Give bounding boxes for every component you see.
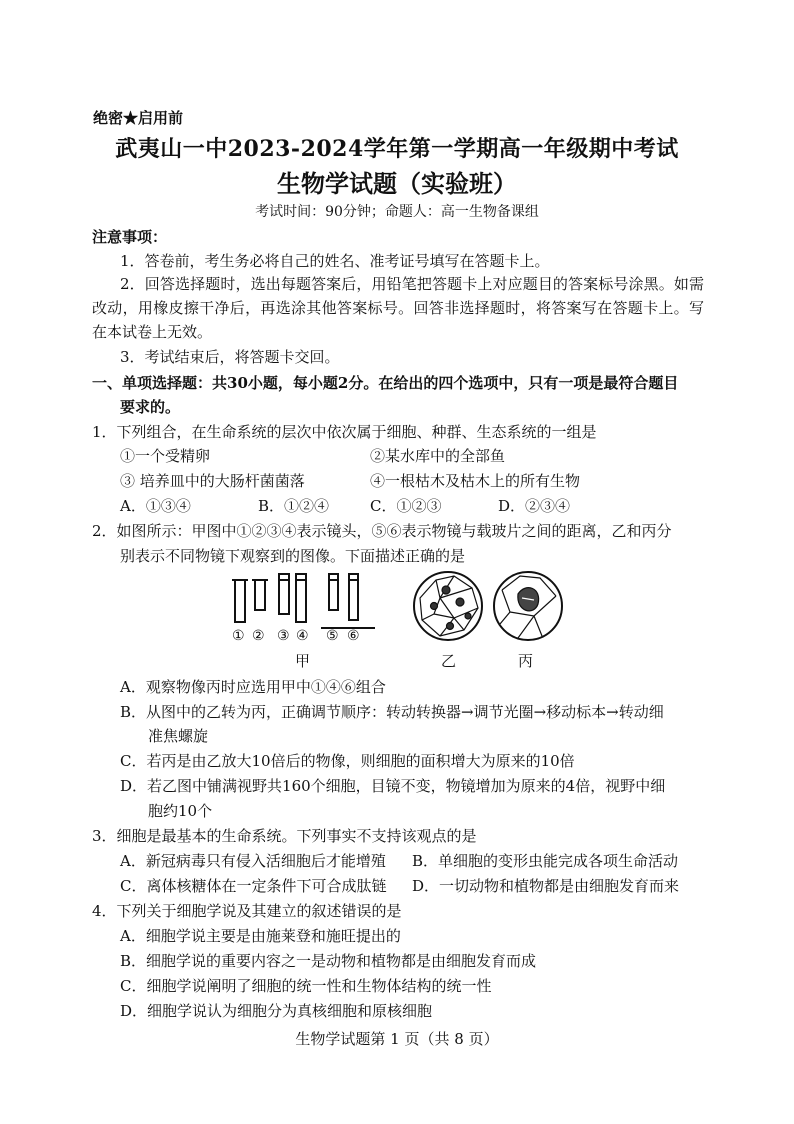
q2-stem: 2．如图所示：甲图中①②③④表示镜头，⑤⑥表示物镜与载玻片之间的距离，乙和丙分 <box>92 522 672 540</box>
figure-label-jia: 甲 <box>295 652 311 670</box>
q4-option-c: C．细胞学说阐明了细胞的统一性和生物体结构的统一性 <box>120 977 492 995</box>
q4-stem: 4．下列关于细胞学说及其建立的叙述错误的是 <box>92 902 402 920</box>
subject-title: 生物学试题（实验班） <box>277 169 517 198</box>
q4-option-b: B．细胞学说的重要内容之一是动物和植物都是由细胞发育而成 <box>120 952 537 970</box>
lens-label: ② <box>252 628 265 644</box>
notice-item-2: 2．回答选择题时，选出每题答案后，用铅笔把答题卡上对应题目的答案标号涂黑。如需改动，用橡皮擦干净后，再选涂其他答案标号。回答非选择题时，将答案写在答题卡上。写在本试卷上无效。 <box>92 275 704 341</box>
exam-meta: 考试时间：90分钟；命题人：高一生物备课组 <box>255 204 539 220</box>
lens-label: ③ <box>277 628 290 644</box>
microscope-views <box>410 568 570 644</box>
lens-label: ① <box>232 628 245 644</box>
eyepiece-lens-2 <box>255 580 265 610</box>
lens-label: ④ <box>296 628 309 644</box>
q3-option-d: D．一切动物和植物都是由细胞发育而来 <box>412 877 680 895</box>
q3-option-c: C．离体核糖体在一定条件下可合成肽链 <box>120 877 387 895</box>
q4-option-d: D．细胞学说认为细胞分为真核细胞和原核细胞 <box>120 1002 433 1020</box>
q1-option-c: C．①②③ <box>370 497 442 515</box>
q1-option-b: B．①②④ <box>258 497 330 515</box>
q3-option-b: B．单细胞的变形虫能完成各项生命活动 <box>412 852 679 870</box>
objective-lens-3 <box>279 580 289 614</box>
figure-label-bing: 丙 <box>518 652 534 670</box>
school-title: 武夷山一中2023-2024学年第一学期高一年级期中考试 <box>115 136 679 162</box>
q1-stem: 1．下列组合，在生命系统的层次中依次属于细胞、种群、生态系统的一组是 <box>92 423 597 441</box>
notice-item-1: 1．答卷前，考生务必将自己的姓名、准考证号填写在答题卡上。 <box>120 252 550 270</box>
q2-option-d: D．若乙图中铺满视野共160个细胞，目镜不变，物镜增加为原来的4倍，视野中细 <box>120 777 666 795</box>
objective-distance-5 <box>329 580 338 610</box>
q3-stem: 3．细胞是最基本的生命系统。下列事实不支持该观点的是 <box>92 827 477 845</box>
figure-label-yi: 乙 <box>441 652 457 670</box>
objective-lens-4 <box>296 580 306 622</box>
lens-label: ⑤ <box>326 628 339 644</box>
section-heading: 一、单项选择题：共30小题，每小题2分。在给出的四个选项中，只有一项是最符合题目 <box>92 374 679 392</box>
q2-option-a: A．观察物像丙时应选用甲中①④⑥组合 <box>120 678 386 696</box>
q2-option-d-cont: 胞约10个 <box>148 802 213 820</box>
q1-option-d: D．②③④ <box>498 497 571 515</box>
objective-distance-6 <box>349 580 358 620</box>
section-heading-cont: 要求的。 <box>120 398 181 416</box>
lens-label: ⑥ <box>347 628 360 644</box>
q2-option-b: B．从图中的乙转为丙，正确调节顺序：转动转换器→调节光圈→移动标本→转动细 <box>120 703 664 721</box>
q1-item: ②某水库中的全部鱼 <box>370 447 506 465</box>
q3-option-a: A．新冠病毒只有侵入活细胞后才能增殖 <box>120 852 386 870</box>
q2-option-b-cont: 准焦螺旋 <box>148 727 209 745</box>
eyepiece-lens-1 <box>235 580 245 622</box>
page-footer: 生物学试题第 1 页（共 8 页） <box>295 1030 499 1048</box>
notice-item-3: 3．考试结束后，将答题卡交回。 <box>120 348 340 366</box>
q1-item: ①一个受精卵 <box>120 447 211 465</box>
q2-option-c: C．若丙是由乙放大10倍后的物像，则细胞的面积增大为原来的10倍 <box>120 752 575 770</box>
q1-item: ③ 培养皿中的大肠杆菌菌落 <box>120 472 305 490</box>
q4-option-a: A．细胞学说主要是由施莱登和施旺提出的 <box>120 927 401 945</box>
notice-heading: 注意事项： <box>92 228 168 246</box>
view-yi <box>414 572 482 640</box>
q2-stem-cont: 别表示不同物镜下观察到的图像。下面描述正确的是 <box>120 547 466 565</box>
q1-option-a: A．①③④ <box>120 497 191 515</box>
q1-item: ④一根枯木及枯木上的所有生物 <box>370 472 581 490</box>
secret-label: 绝密★启用前 <box>93 109 184 127</box>
